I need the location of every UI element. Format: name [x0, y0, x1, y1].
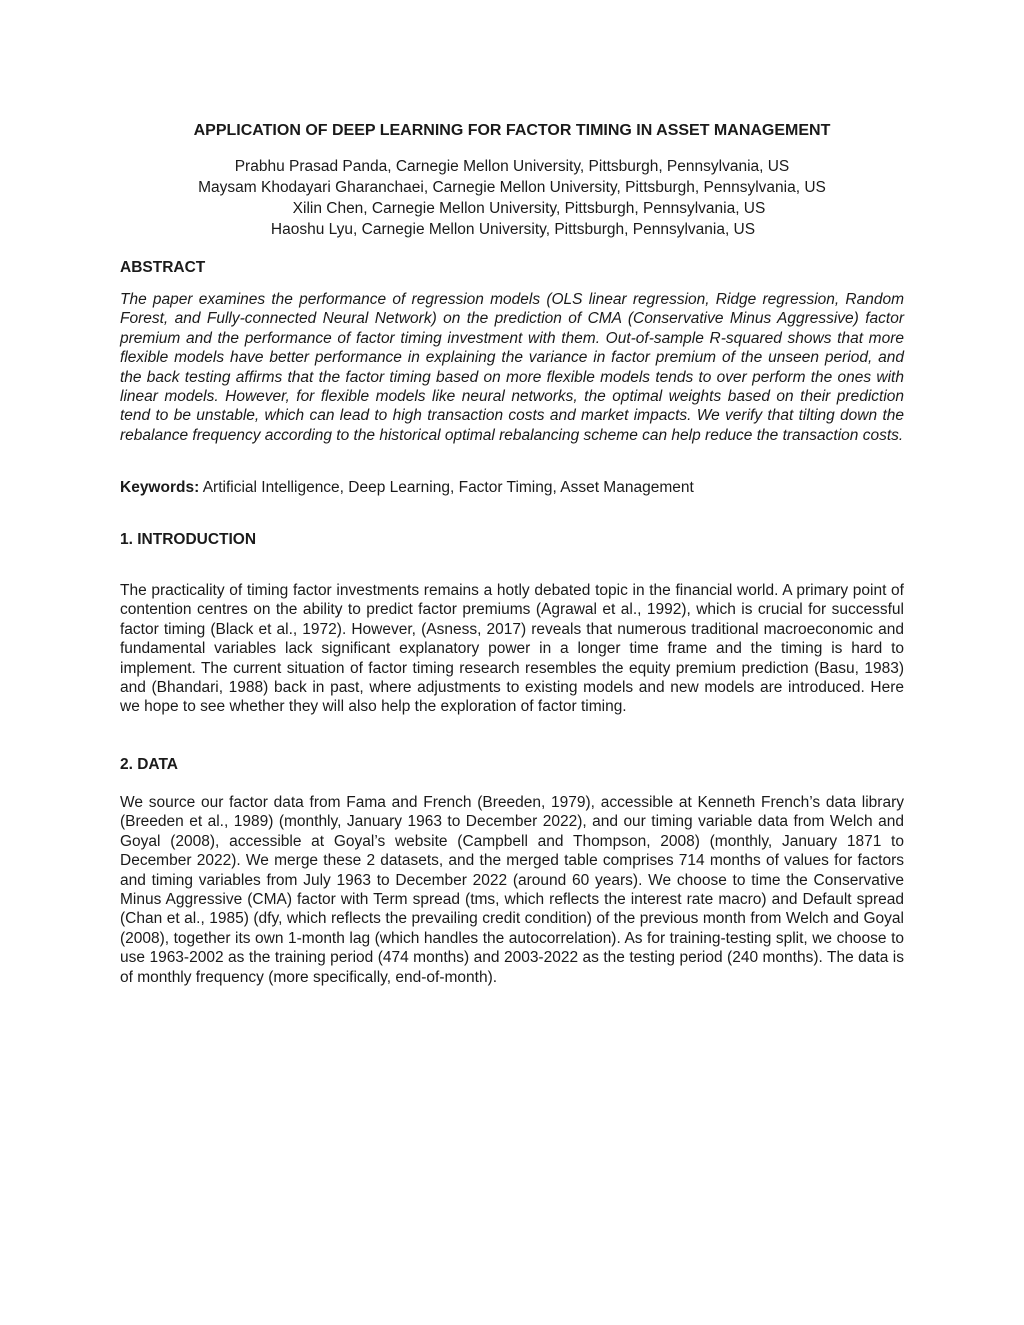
- paper-title: APPLICATION OF DEEP LEARNING FOR FACTOR TIMING IN ASSET MANAGEMENT: [193, 122, 831, 139]
- section-heading-data: 2. DATA: [120, 756, 178, 773]
- author-line: Xilin Chen, Carnegie Mellon University, Pittsburgh, Pennsylvania, US: [292, 200, 766, 217]
- author-line: Haoshu Lyu, Carnegie Mellon University, Pittsburgh, Pennsylvania, US: [270, 221, 756, 238]
- abstract-heading: ABSTRACT: [120, 259, 206, 276]
- abstract-text: The paper examines the performance of regression models (OLS linear regression, Ridge regression, Random Forest, and Fully-connected Neural Network) on the prediction of CMA (Conservative Minus Aggressive) factor premium and the performance of factor timing investment with them. Out-of-sample R-squared shows that more flexible models have better performance in explaining the variance in factor premium of the unseen period, and the back testing affirms that the factor timing based on more flexible models tends to over perform the ones with linear models. However, for flexible models like neural networks, the optimal weights based on their prediction tend to be unstable, which can lead to high transaction costs and market impacts. We verify that tilting down the rebalance frequency according to the historical optimal rebalancing scheme can help reduce the transaction costs.: [120, 291, 904, 444]
- keywords-text: Artificial Intelligence, Deep Learning, Factor Timing, Asset Management: [199, 479, 694, 496]
- author-line: Maysam Khodayari Gharanchaei, Carnegie Mellon University, Pittsburgh, Pennsylvania, US: [198, 179, 826, 196]
- author-line: Prabhu Prasad Panda, Carnegie Mellon University, Pittsburgh, Pennsylvania, US: [234, 158, 790, 175]
- section-heading-introduction: 1. INTRODUCTION: [120, 531, 257, 548]
- section-text-introduction: The practicality of timing factor investments remains a hotly debated topic in the financial world. A primary point of contention centres on the ability to predict factor premiums (Agrawal et al., 1992), which is crucial for successful factor timing (Black et al., 1972). However, (Asness, 2017) reveals that numerous traditional macroeconomic and fundamental variables lack significant explanatory power in a longer time frame and the timing is hard to implement. The current situation of factor timing research resembles the equity premium prediction (Basu, 1983) and (Bhandari, 1988) back in past, where adjustments to existing models and new models are introduced. Here we hope to see whether they will also help the exploration of factor timing.: [120, 582, 904, 716]
- author-list: [0, 156, 1024, 240]
- keywords-label: Keywords:: [120, 479, 200, 496]
- section-text-data: We source our factor data from Fama and French (Breeden, 1979), accessible at Kenneth French’s data library (Breeden et al., 1989) (monthly, January 1963 to December 2022), and our timing variable data from Welch and Goyal (2008), accessible at Goyal’s website (Campbell and Thompson, 2008) (monthly, January 1871 to December 2022). We merge these 2 datasets, and the merged table comprises 714 months of values for factors and timing variables from July 1963 to December 2022 (around 60 years). We choose to time the Conservative Minus Aggressive (CMA) factor with Term spread (tms, which reflects the interest rate macro) and Default spread (Chan et al., 1985) (dfy, which reflects the prevailing credit condition) of the previous month from Welch and Goyal (2008), together its own 1-month lag (which handles the autocorrelation). As for training-testing split, we choose to use 1963-2002 as the training period (474 months) and 2003-2022 as the testing period (240 months). The data is of monthly frequency (more specifically, end-of-month).: [120, 794, 904, 986]
- keywords: [120, 478, 904, 498]
